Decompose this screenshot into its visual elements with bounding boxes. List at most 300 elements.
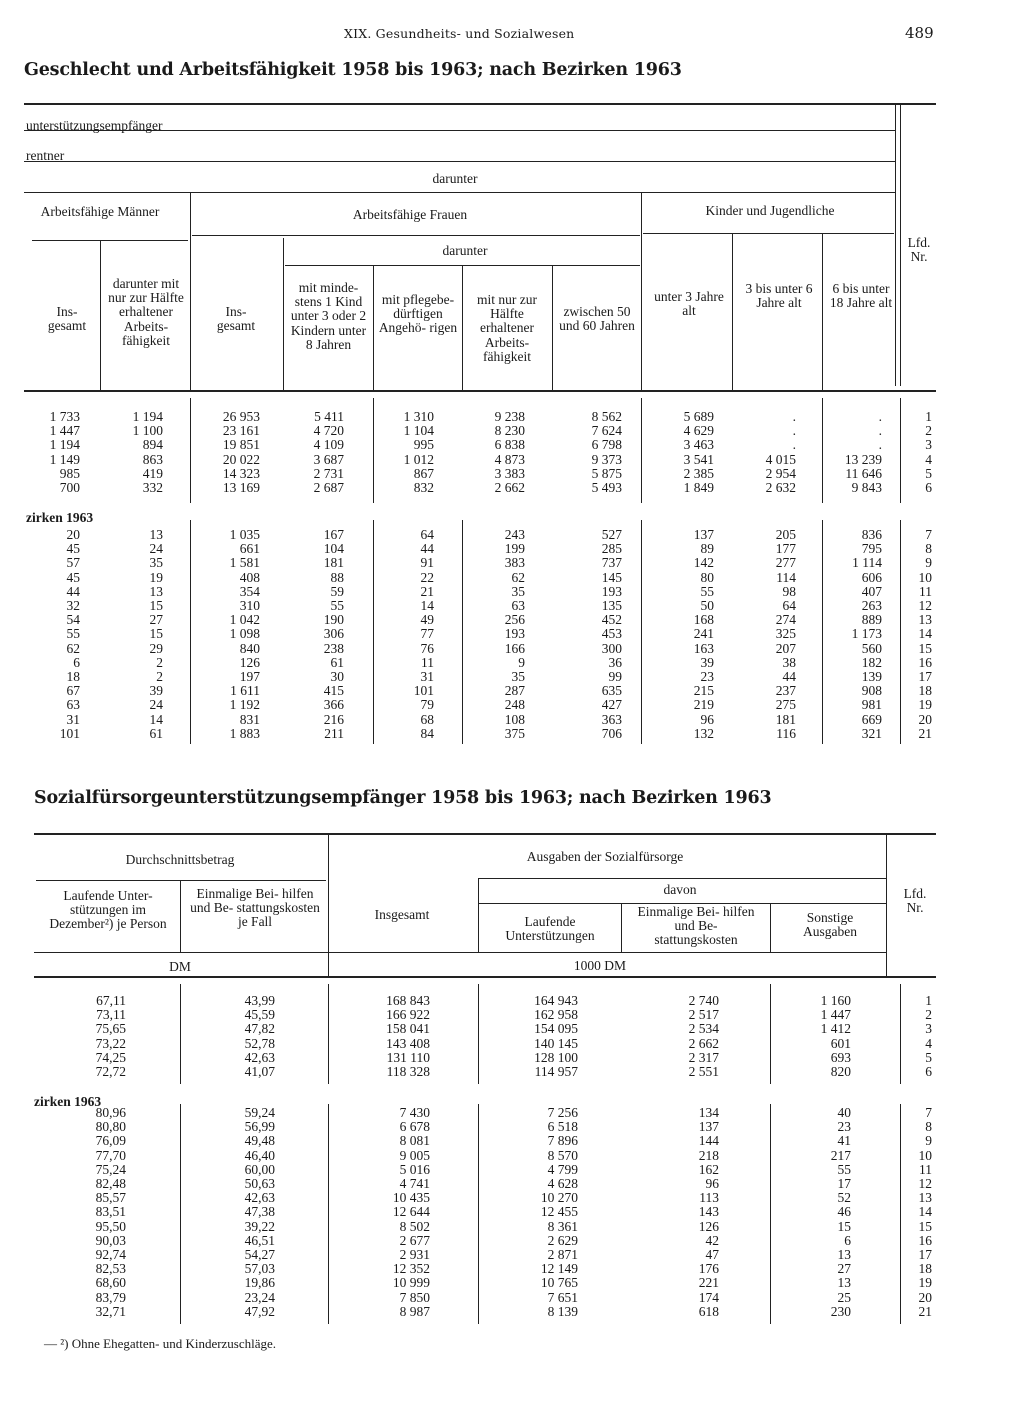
running-header: XIX. Gesundheits- und Sozialwesen — [344, 26, 575, 41]
table-cell: 59,24 — [244, 1105, 275, 1120]
table-cell: 10 765 — [540, 1275, 578, 1291]
table1-title: Geschlecht und Arbeitsfähigkeit 1958 bis 1963; nach Bezirken 1963 — [24, 60, 682, 80]
table-cell: 15 — [918, 640, 932, 656]
table1-years-col-6 — [495, 410, 525, 495]
table-cell: 601 — [830, 1035, 851, 1051]
table-cell: 7 — [925, 1105, 932, 1120]
table-cell: 35 — [511, 669, 525, 685]
table-cell: 4 109 — [313, 437, 344, 453]
table-cell: 218 — [698, 1147, 719, 1163]
table-cell: 5 016 — [399, 1161, 430, 1177]
header-arbeitsfaehige-maenner: Arbeitsfähige Männer — [40, 204, 160, 219]
table-cell: 863 — [142, 451, 163, 467]
table-cell: 73,22 — [95, 1035, 126, 1051]
table1-bezirke-col-4 — [324, 528, 344, 741]
table-cell: 2 740 — [688, 993, 719, 1008]
table-cell: 415 — [323, 683, 344, 699]
table-cell: 3 687 — [313, 451, 344, 467]
table-cell: 22 — [420, 569, 434, 585]
table-cell: 1 412 — [820, 1021, 851, 1037]
table-cell: 41,07 — [244, 1064, 275, 1080]
table-cell: 1 581 — [229, 555, 260, 571]
table-cell: 8 562 — [591, 409, 622, 424]
table1-years-col-1 — [50, 410, 80, 495]
table-cell: 137 — [693, 527, 714, 542]
table-cell: 6 518 — [547, 1119, 578, 1135]
table-cell: 80 — [700, 569, 714, 585]
table1-years-col-8 — [684, 410, 714, 495]
table-cell: 14 323 — [222, 465, 260, 481]
header-darunter: darunter — [432, 171, 478, 186]
table-cell: 176 — [698, 1261, 719, 1277]
table-cell: 216 — [323, 711, 344, 727]
table-cell: 4 720 — [313, 423, 344, 439]
table-cell: 101 — [413, 683, 434, 699]
table-cell: 49,48 — [244, 1133, 275, 1149]
table-cell: 82,48 — [95, 1176, 126, 1192]
table-cell: 452 — [601, 612, 622, 628]
table-cell: 142 — [693, 555, 714, 571]
table-cell: 1 194 — [49, 437, 80, 453]
table-cell: 9 005 — [399, 1147, 430, 1163]
table-cell: 17 — [918, 669, 932, 685]
table-cell: 18 — [918, 683, 932, 699]
table-cell: 174 — [698, 1289, 719, 1305]
header-unterstuetzungsempfaenger: unterstützungsempfänger — [26, 118, 163, 133]
table-cell: 39 — [149, 683, 163, 699]
table-cell: 23 — [700, 669, 714, 685]
table-cell: 7 430 — [399, 1105, 430, 1120]
table-cell: 80,96 — [95, 1105, 126, 1120]
table-cell: 135 — [601, 598, 622, 614]
table-cell: 162 958 — [534, 1007, 578, 1023]
table-cell: 19 — [918, 697, 932, 713]
table-cell: 5 689 — [683, 409, 714, 424]
header-laufende-unterstuetzungen: Laufende Unterstützungen — [505, 914, 595, 944]
table-cell: 995 — [413, 437, 434, 453]
table-cell: 4 — [925, 1035, 932, 1051]
table-cell: 42,63 — [244, 1190, 275, 1206]
table-cell: 158 041 — [386, 1021, 430, 1037]
table-cell: 139 — [861, 669, 882, 685]
table-cell: 17 — [918, 1247, 932, 1263]
table-cell: 256 — [504, 612, 525, 628]
header-kinder-3-6: 3 bis unter 6 Jahre alt — [745, 281, 813, 311]
table-cell: 16 — [918, 1232, 932, 1248]
table-cell: 23 161 — [222, 423, 260, 439]
table-cell: 11 — [919, 583, 932, 599]
table-cell: 140 145 — [534, 1035, 578, 1051]
table-cell: 2 954 — [765, 465, 796, 481]
header-frauen-haelfte: mit nur zur Hälfte erhaltener Arbeits- fähigkeit — [477, 292, 537, 364]
table-cell: 91 — [420, 555, 434, 571]
table-cell: 1 611 — [230, 683, 260, 699]
table-cell: 88 — [330, 569, 344, 585]
table-cell: 6 — [73, 654, 80, 670]
table-cell: 12 455 — [540, 1204, 578, 1220]
table-cell: 889 — [861, 612, 882, 628]
table-cell: 108 — [504, 711, 525, 727]
table-cell: 453 — [601, 626, 622, 642]
table-cell: 867 — [413, 465, 434, 481]
header-ausgaben-sozialfuersorge: Ausgaben der Sozialfürsorge — [526, 849, 684, 864]
table-cell: 8 139 — [547, 1303, 578, 1319]
table-cell: 18 — [918, 1261, 932, 1277]
table-cell: 132 — [693, 725, 714, 741]
table-cell: 83,79 — [95, 1289, 126, 1305]
table-cell: 32,71 — [95, 1303, 126, 1319]
table-cell: 9 — [925, 555, 932, 571]
table-cell: 5 — [925, 465, 932, 481]
table-cell: 114 957 — [534, 1064, 578, 1080]
table-cell: 54 — [66, 612, 80, 628]
table-cell: 46,40 — [244, 1147, 275, 1163]
table-cell: 831 — [239, 711, 260, 727]
table-cell: 4 — [925, 451, 932, 467]
header-arbeitsfaehige-frauen: Arbeitsfähige Frauen — [352, 207, 468, 222]
header-unit-1000dm: 1000 DM — [573, 958, 627, 973]
table-cell: 44 — [782, 669, 796, 685]
table-cell: 4 799 — [547, 1161, 578, 1177]
table-cell: 15 — [837, 1218, 851, 1234]
table-cell: 47,92 — [244, 1303, 275, 1319]
table-cell: 981 — [861, 697, 882, 713]
table-cell: 131 110 — [386, 1049, 430, 1065]
table-cell: 375 — [504, 725, 525, 741]
table-cell: 26 953 — [222, 409, 260, 424]
table-cell: 29 — [149, 640, 163, 656]
table-cell: 1 160 — [820, 993, 851, 1008]
table-cell: 38 — [782, 654, 796, 670]
table-cell: 75,65 — [95, 1021, 126, 1037]
header-darunter-frauen: darunter — [442, 243, 488, 258]
table2-years-col-1 — [96, 994, 126, 1079]
table-cell: 4 628 — [547, 1176, 578, 1192]
table-cell: 3 541 — [683, 451, 714, 467]
table-cell: 80,80 — [95, 1119, 126, 1135]
table-cell: 64 — [420, 527, 434, 542]
table-cell: 221 — [698, 1275, 719, 1291]
table-cell: 6 838 — [494, 437, 525, 453]
table-cell: 205 — [775, 527, 796, 542]
table-cell: 167 — [323, 527, 344, 542]
table-cell: 2 385 — [683, 465, 714, 481]
table-cell: 55 — [66, 626, 80, 642]
table-cell: 10 435 — [392, 1190, 430, 1206]
table-cell: 5 411 — [314, 409, 344, 424]
table-cell: 3 463 — [683, 437, 714, 453]
table-cell: 1 447 — [820, 1007, 851, 1023]
table-cell: 13 — [837, 1247, 851, 1263]
table2-years-col-2 — [245, 994, 275, 1079]
table-cell: 1 114 — [852, 555, 882, 571]
table-cell: 68 — [420, 711, 434, 727]
table-cell: 5 493 — [591, 480, 622, 496]
table-cell: 287 — [504, 683, 525, 699]
table-cell: 13 — [149, 527, 163, 542]
table-cell: 62 — [511, 569, 525, 585]
table-cell: 137 — [698, 1119, 719, 1135]
table-cell: 2 317 — [688, 1049, 719, 1065]
table-cell: 832 — [413, 480, 434, 496]
table-cell: 215 — [693, 683, 714, 699]
table-cell: 55 — [330, 598, 344, 614]
table-cell: 321 — [861, 725, 882, 741]
table2-years-col-6 — [821, 994, 851, 1079]
table-cell: 1 — [925, 993, 932, 1008]
table-cell: 40 — [837, 1105, 851, 1120]
table-cell: 894 — [142, 437, 163, 453]
table-cell: 1 883 — [229, 725, 260, 741]
table-cell: 6 798 — [591, 437, 622, 453]
table-cell: 1 733 — [49, 409, 80, 424]
table-cell: 2 687 — [313, 480, 344, 496]
table-cell: 42 — [705, 1232, 719, 1248]
table-cell: 79 — [420, 697, 434, 713]
header-einmalige-beihilfen: Einmalige Bei- hilfen und Be- stattungskosten — [637, 904, 755, 948]
table-cell: 13 169 — [222, 480, 260, 496]
table-cell: 61 — [330, 654, 344, 670]
page-number: 489 — [905, 24, 934, 42]
table-cell: 908 — [861, 683, 882, 699]
table-cell: 190 — [323, 612, 344, 628]
table2-bezirke-col-5 — [699, 1106, 719, 1319]
header-laufende-je-person: Laufende Unter- stützungen im Dezember²) je Person — [49, 888, 167, 932]
table-cell: 277 — [775, 555, 796, 571]
table-cell: 217 — [830, 1147, 851, 1163]
table-cell: 407 — [861, 583, 882, 599]
header-maenner-insgesamt: Ins- gesamt — [47, 304, 87, 334]
table-cell: 2 — [156, 654, 163, 670]
table-cell: 14 — [918, 1204, 932, 1220]
table-cell: 243 — [504, 527, 525, 542]
table-cell: 166 — [504, 640, 525, 656]
table-cell: 95,50 — [95, 1218, 126, 1234]
table-cell: 706 — [601, 725, 622, 741]
table1-bezirke-col-10 — [852, 528, 882, 741]
table1-bezirke-col-7 — [602, 528, 622, 741]
table1-subheading: zirken 1963 — [26, 510, 94, 525]
table-cell: 6 — [925, 1064, 932, 1080]
table-cell: 1 173 — [851, 626, 882, 642]
table-cell: 1 035 — [229, 527, 260, 542]
table-cell: 419 — [142, 465, 163, 481]
table-cell: 9 — [925, 1133, 932, 1149]
header-davon: davon — [663, 882, 697, 897]
header-kinder-jugendliche: Kinder und Jugendliche — [705, 203, 835, 218]
header-kinder-unter-3: unter 3 Jahre alt — [654, 289, 724, 319]
table1-years-col-5 — [404, 410, 434, 495]
table-cell: 62 — [66, 640, 80, 656]
table-cell: 8 987 — [399, 1303, 430, 1319]
table-cell: 19 851 — [222, 437, 260, 453]
table-cell: 11 — [919, 1161, 932, 1177]
table-cell: 12 — [918, 1176, 932, 1192]
table-cell: 55 — [837, 1161, 851, 1177]
table1-years-col-9 — [766, 410, 796, 495]
table-cell: 8 — [925, 1119, 932, 1135]
table-cell: 154 095 — [534, 1021, 578, 1037]
table-cell: 85,57 — [95, 1190, 126, 1206]
table-cell: 199 — [504, 541, 525, 557]
table-cell: 83,51 — [95, 1204, 126, 1220]
table-cell: 7 896 — [547, 1133, 578, 1149]
table-cell: 21 — [918, 1303, 932, 1319]
table-cell: 10 — [918, 1147, 932, 1163]
header-lfd-nr-2: Lfd. Nr. — [903, 886, 927, 916]
table-cell: 54,27 — [244, 1247, 275, 1263]
table-cell: 4 741 — [399, 1176, 430, 1192]
table-cell: 45,59 — [244, 1007, 275, 1023]
table-cell: 8 502 — [399, 1218, 430, 1234]
table-cell: 143 — [698, 1204, 719, 1220]
table-cell: 211 — [324, 725, 344, 741]
table-cell: 145 — [601, 569, 622, 585]
table-cell: 700 — [59, 480, 80, 496]
table2-bezirke-col-4 — [541, 1106, 578, 1319]
table-cell: 47,38 — [244, 1204, 275, 1220]
table-cell: 2 629 — [547, 1232, 578, 1248]
table-cell: 2 677 — [399, 1232, 430, 1248]
table-cell: 56,99 — [244, 1119, 275, 1135]
table-cell: 248 — [504, 697, 525, 713]
table-cell: 193 — [504, 626, 525, 642]
table-cell: 383 — [504, 555, 525, 571]
table-cell: 50,63 — [244, 1176, 275, 1192]
table-cell: 197 — [239, 669, 260, 685]
table-cell: 27 — [837, 1261, 851, 1277]
table-cell: 24 — [149, 697, 163, 713]
table-cell: 17 — [837, 1176, 851, 1192]
table-cell: 166 922 — [386, 1007, 430, 1023]
table2-bezirke-col-3 — [393, 1106, 430, 1319]
table-cell: 13 — [918, 612, 932, 628]
table-cell: 72,72 — [95, 1064, 126, 1080]
table-cell: 363 — [601, 711, 622, 727]
table-cell: 118 328 — [386, 1064, 430, 1080]
table-cell: 560 — [861, 640, 882, 656]
table-cell: 2 871 — [547, 1247, 578, 1263]
table-cell: 68,60 — [95, 1275, 126, 1291]
table1-years-col-11 — [925, 410, 932, 495]
table-cell: . — [878, 409, 882, 424]
table-cell: 24 — [149, 541, 163, 557]
table-cell: 36 — [608, 654, 622, 670]
table-cell: 1 849 — [683, 480, 714, 496]
table-cell: 11 — [421, 654, 434, 670]
table-cell: 230 — [830, 1303, 851, 1319]
table-cell: 10 999 — [392, 1275, 430, 1291]
table-cell: 3 — [925, 437, 932, 453]
table-cell: 168 — [693, 612, 714, 628]
table-cell: 4 629 — [683, 423, 714, 439]
table2-bezirke-col-7 — [919, 1106, 933, 1319]
footnote: — ²) Ohne Ehegatten- und Kinderzuschläge. — [44, 1336, 277, 1351]
table-cell: 9 238 — [494, 409, 525, 424]
table-cell: 427 — [601, 697, 622, 713]
table-cell: . — [792, 423, 796, 439]
table-cell: 207 — [775, 640, 796, 656]
table-cell: 52,78 — [244, 1035, 275, 1051]
table-cell: 408 — [239, 569, 260, 585]
table-cell: 2 551 — [688, 1064, 719, 1080]
table-cell: 325 — [775, 626, 796, 642]
table1-years-col-7 — [592, 410, 622, 495]
table-cell: 113 — [699, 1190, 719, 1206]
table1-years-col-3 — [223, 410, 260, 495]
table-cell: 2 662 — [494, 480, 525, 496]
table-cell: 2 — [925, 423, 932, 439]
table2-subheading: zirken 1963 — [34, 1094, 102, 1109]
table-cell: 7 256 — [547, 1105, 578, 1120]
table-cell: 18 — [66, 669, 80, 685]
table-cell: 44 — [420, 541, 434, 557]
table-cell: 77 — [420, 626, 434, 642]
table-cell: 73,11 — [96, 1007, 126, 1023]
table-cell: 63 — [66, 697, 80, 713]
table-cell: 2 632 — [765, 480, 796, 496]
table-cell: 12 149 — [540, 1261, 578, 1277]
table2-years-col-5 — [689, 994, 719, 1079]
table-cell: 219 — [693, 697, 714, 713]
table-cell: 61 — [149, 725, 163, 741]
table-cell: 8 081 — [399, 1133, 430, 1149]
header-frauen-pflege: mit pflegebe- dürftigen Angehö- rigen — [378, 292, 458, 336]
table-cell: 181 — [323, 555, 344, 571]
table-cell: 15 — [149, 598, 163, 614]
table-cell: 21 — [918, 725, 932, 741]
table-cell: 7 651 — [547, 1289, 578, 1305]
table-cell: 13 — [149, 583, 163, 599]
header-frauen-kind: mit minde- stens 1 Kind unter 3 oder 2 Kindern unter 8 Jahren — [290, 280, 367, 352]
table-cell: 45 — [66, 541, 80, 557]
table1-years-col-2 — [133, 410, 163, 495]
table1-bezirke-col-6 — [505, 528, 525, 741]
table-cell: 27 — [149, 612, 163, 628]
table-cell: 8 230 — [494, 423, 525, 439]
table-cell: 60,00 — [244, 1161, 275, 1177]
table2-years-col-4 — [534, 994, 578, 1079]
table-cell: 13 239 — [844, 451, 882, 467]
table-cell: 1 192 — [229, 697, 260, 713]
table-cell: 164 943 — [534, 993, 578, 1008]
table-cell: 74,25 — [95, 1049, 126, 1065]
table-cell: 99 — [608, 669, 622, 685]
table-cell: 92,74 — [95, 1247, 126, 1263]
table-cell: 6 — [844, 1232, 851, 1248]
table-cell: 1 100 — [132, 423, 163, 439]
table-cell: 104 — [323, 541, 344, 557]
table-cell: 181 — [775, 711, 796, 727]
table-cell: 63 — [511, 598, 525, 614]
table-cell: 332 — [142, 480, 163, 496]
table-cell: 693 — [830, 1049, 851, 1065]
table-cell: 30 — [330, 669, 344, 685]
table-cell: 46 — [837, 1204, 851, 1220]
table-cell: 39 — [700, 654, 714, 670]
table-cell: 20 — [918, 711, 932, 727]
header-maenner-haelfte: darunter mit nur zur Hälfte erhaltener Arbeits- fähigkeit — [108, 276, 184, 348]
table-cell: 2 931 — [399, 1247, 430, 1263]
table-cell: 64 — [782, 598, 796, 614]
table-cell: 840 — [239, 640, 260, 656]
table-cell: 5 875 — [591, 465, 622, 481]
table-cell: 618 — [698, 1303, 719, 1319]
table1-bezirke-col-2 — [150, 528, 164, 741]
header-frauen-50-60: zwischen 50 und 60 Jahren — [559, 304, 635, 334]
table-cell: 7 — [925, 527, 932, 542]
header-frauen-insgesamt: Ins- gesamt — [216, 304, 256, 334]
